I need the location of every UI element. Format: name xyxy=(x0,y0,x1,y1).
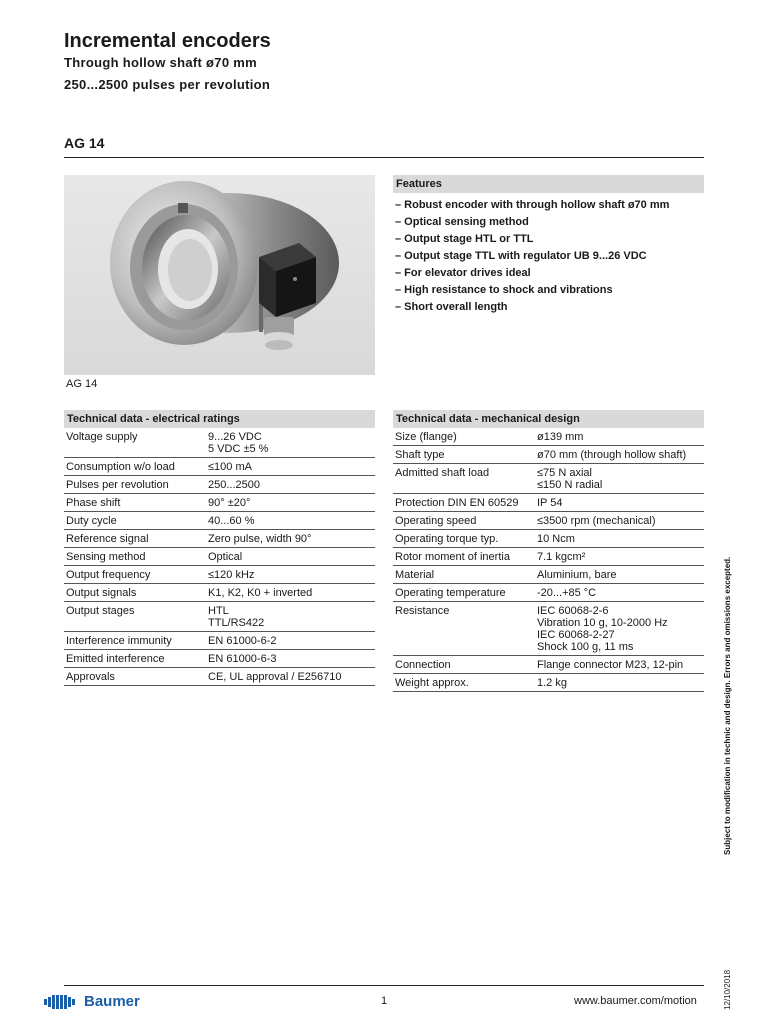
value-line: ≤75 N axial xyxy=(537,467,592,479)
row-label: Operating speed xyxy=(395,515,477,527)
website-link[interactable]: www.baumer.com/motion xyxy=(574,995,697,1007)
value-line: EN 61000-6-2 xyxy=(208,635,277,647)
row-value xyxy=(537,449,704,461)
value-line: HTL xyxy=(208,605,229,617)
table-row xyxy=(64,584,375,602)
footer-divider xyxy=(64,985,704,986)
table-row xyxy=(393,512,704,530)
row-value xyxy=(537,677,704,689)
row-value xyxy=(537,515,704,527)
value-line: Shock 100 g, 11 ms xyxy=(537,641,634,653)
row-label: Operating torque typ. xyxy=(395,533,499,545)
row-value xyxy=(537,497,704,509)
row-label: Consumption w/o load xyxy=(66,461,175,473)
row-value xyxy=(208,551,375,563)
feature-item: – Robust encoder with through hollow shaft ø70 mm xyxy=(395,199,670,211)
row-label: Material xyxy=(395,569,435,581)
feature-item: – For elevator drives ideal xyxy=(395,267,531,279)
feature-item: – Output stage TTL with regulator UB 9...26 VDC xyxy=(395,250,647,262)
feature-item: – Output stage HTL or TTL xyxy=(395,233,534,245)
value-line: -20...+85 °C xyxy=(537,587,597,599)
feature-item: – Short overall length xyxy=(395,301,508,313)
value-line: 5 VDC ±5 % xyxy=(208,443,269,455)
row-value xyxy=(537,569,704,581)
electrical-ratings-table xyxy=(64,410,375,686)
value-line: 40...60 % xyxy=(208,515,255,527)
page-title: Incremental encoders xyxy=(64,30,271,52)
date-text: 12/10/2018 xyxy=(723,969,732,1010)
brand-logo xyxy=(44,993,140,1010)
table-row xyxy=(64,530,375,548)
table-row xyxy=(393,548,704,566)
value-line: ≤120 kHz xyxy=(208,569,255,581)
row-value xyxy=(208,587,375,599)
row-value xyxy=(208,533,375,545)
mechanical-design-table xyxy=(393,410,704,692)
model-name: AG 14 xyxy=(64,135,105,151)
value-line: Optical xyxy=(208,551,243,563)
feature-item: – High resistance to shock and vibrations xyxy=(395,284,613,296)
table-row xyxy=(64,476,375,494)
value-line: ≤3500 rpm (mechanical) xyxy=(537,515,656,527)
row-label: Connection xyxy=(395,659,451,671)
table-row xyxy=(64,548,375,566)
table-row xyxy=(393,602,704,656)
header-divider xyxy=(64,157,704,158)
side-disclaimer xyxy=(723,555,743,855)
value-line: 10 Ncm xyxy=(537,533,575,545)
value-line: 250...2500 xyxy=(208,479,260,491)
features-heading xyxy=(393,175,704,193)
encoder-illustration xyxy=(64,175,375,375)
value-line: TTL/RS422 xyxy=(208,617,265,629)
table-row xyxy=(393,428,704,446)
row-value xyxy=(537,605,704,653)
value-line: IEC 60068-2-6 xyxy=(537,605,609,617)
electrical-table-heading: Technical data - electrical ratings xyxy=(64,410,375,428)
row-label: Output stages xyxy=(66,605,135,617)
mechanical-table-heading: Technical data - mechanical design xyxy=(393,410,704,428)
product-image xyxy=(64,175,375,375)
value-line: ø70 mm (through hollow shaft) xyxy=(537,449,687,461)
row-value xyxy=(537,551,704,563)
row-label: Reference signal xyxy=(66,533,149,545)
row-label: Duty cycle xyxy=(66,515,117,527)
row-label: Pulses per revolution xyxy=(66,479,169,491)
row-value xyxy=(208,479,375,491)
page-subtitle-shaft: Through hollow shaft ø70 mm xyxy=(64,55,257,70)
value-line: 90° ±20° xyxy=(208,497,251,509)
image-caption: AG 14 xyxy=(66,378,98,390)
table-row xyxy=(393,464,704,494)
table-row xyxy=(393,674,704,692)
row-value xyxy=(537,659,704,671)
row-label: Emitted interference xyxy=(66,653,165,665)
row-label: Interference immunity xyxy=(66,635,172,647)
baumer-logo-icon xyxy=(44,995,78,1009)
row-label: Approvals xyxy=(66,671,115,683)
row-value xyxy=(208,569,375,581)
value-line: 1.2 kg xyxy=(537,677,567,689)
row-label: Phase shift xyxy=(66,497,121,509)
row-label: Weight approx. xyxy=(395,677,469,689)
value-line: ≤150 N radial xyxy=(537,479,603,491)
row-value xyxy=(537,431,704,443)
row-value xyxy=(208,635,375,647)
row-label: Output signals xyxy=(66,587,137,599)
value-line: K1, K2, K0 + inverted xyxy=(208,587,313,599)
page-number: 1 xyxy=(381,995,388,1007)
value-line: 7.1 kgcm² xyxy=(537,551,586,563)
table-row xyxy=(393,530,704,548)
row-value xyxy=(537,467,704,491)
value-line: CE, UL approval / E256710 xyxy=(208,671,342,683)
row-value xyxy=(208,461,375,473)
table-row xyxy=(64,458,375,476)
row-value xyxy=(208,515,375,527)
value-line: EN 61000-6-3 xyxy=(208,653,277,665)
value-line: IP 54 xyxy=(537,497,563,509)
page-subtitle-pulses: 250...2500 pulses per revolution xyxy=(64,77,271,92)
side-date xyxy=(723,960,743,1010)
table-row xyxy=(393,494,704,512)
value-line: Aluminium, bare xyxy=(537,569,617,581)
table-row xyxy=(64,512,375,530)
row-value xyxy=(537,587,704,599)
disclaimer-text: Subject to modification in technic and design. Errors and omissions excepted. xyxy=(723,556,732,855)
row-value xyxy=(537,533,704,545)
table-row xyxy=(393,566,704,584)
value-line: 9...26 VDC xyxy=(208,431,262,443)
row-label: Admitted shaft load xyxy=(395,467,490,479)
table-row xyxy=(393,446,704,464)
row-label: Output frequency xyxy=(66,569,151,581)
row-label: Size (flange) xyxy=(395,431,457,443)
row-value xyxy=(208,653,375,665)
features-list xyxy=(395,198,669,317)
features-heading-label: Features xyxy=(396,178,442,190)
value-line: Vibration 10 g, 10-2000 Hz xyxy=(537,617,668,629)
table-row xyxy=(64,650,375,668)
value-line: ø139 mm xyxy=(537,431,584,443)
feature-item: – Optical sensing method xyxy=(395,216,529,228)
row-value xyxy=(208,605,375,629)
value-line: IEC 60068-2-27 xyxy=(537,629,615,641)
row-label: Voltage supply xyxy=(66,431,138,443)
row-label: Sensing method xyxy=(66,551,146,563)
brand-name: Baumer xyxy=(84,993,140,1010)
row-value xyxy=(208,497,375,509)
table-row xyxy=(393,584,704,602)
value-line: Flange connector M23, 12-pin xyxy=(537,659,684,671)
table-row xyxy=(64,494,375,512)
row-label: Protection DIN EN 60529 xyxy=(395,497,519,509)
table-row xyxy=(64,668,375,686)
row-value xyxy=(208,671,375,683)
row-label: Rotor moment of inertia xyxy=(395,551,510,563)
row-label: Resistance xyxy=(395,605,450,617)
table-row xyxy=(64,566,375,584)
value-line: ≤100 mA xyxy=(208,461,252,473)
row-label: Shaft type xyxy=(395,449,445,461)
table-row xyxy=(64,428,375,458)
row-value xyxy=(208,431,375,455)
value-line: Zero pulse, width 90° xyxy=(208,533,312,545)
table-row xyxy=(64,602,375,632)
row-label: Operating temperature xyxy=(395,587,506,599)
table-row xyxy=(64,632,375,650)
table-row xyxy=(393,656,704,674)
